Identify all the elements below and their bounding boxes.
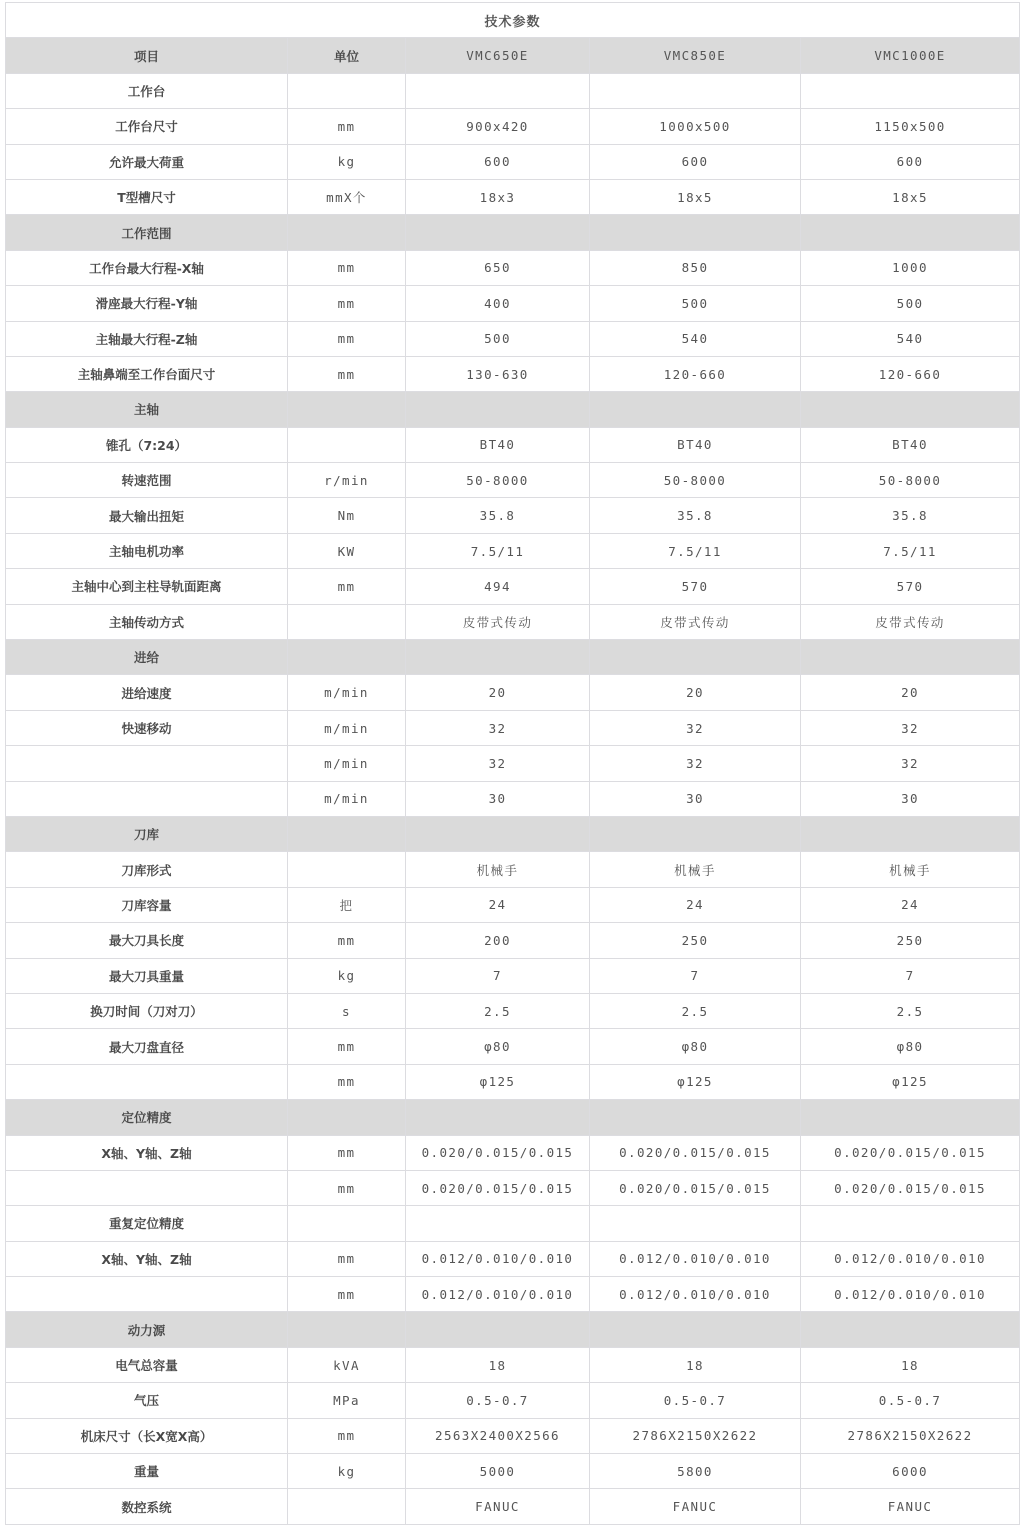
section-label: 工作范围 xyxy=(6,215,288,250)
row-value-model-2: FANUC xyxy=(590,1489,801,1524)
row-value-model-2: 0.012/0.010/0.010 xyxy=(590,1277,801,1312)
row-label xyxy=(6,746,288,781)
row-value-model-3: φ125 xyxy=(801,1064,1020,1099)
table-row xyxy=(6,923,1020,958)
title-row xyxy=(6,3,1020,38)
section-empty-cell xyxy=(801,392,1020,427)
row-value-model-3: 18x5 xyxy=(801,179,1020,214)
header-model-3: VMC1000E xyxy=(801,38,1020,73)
table-row xyxy=(6,179,1020,214)
row-label xyxy=(6,1170,288,1205)
row-label: 机床尺寸（长X宽X高） xyxy=(6,1418,288,1453)
table-row xyxy=(6,1135,1020,1170)
row-value-model-2: φ80 xyxy=(590,1029,801,1064)
row-unit xyxy=(288,427,406,462)
table-row xyxy=(6,1347,1020,1382)
row-unit: mm xyxy=(288,569,406,604)
section-empty-cell xyxy=(590,816,801,851)
row-unit: mm xyxy=(288,1241,406,1276)
row-value-model-2: 18 xyxy=(590,1347,801,1382)
row-value-model-3: 7 xyxy=(801,958,1020,993)
row-label: 允许最大荷重 xyxy=(6,144,288,179)
row-unit: mm xyxy=(288,1418,406,1453)
row-unit: r/min xyxy=(288,463,406,498)
row-value-model-1: 0.020/0.015/0.015 xyxy=(406,1170,590,1205)
section-row xyxy=(6,1206,1020,1241)
table-row xyxy=(6,1383,1020,1418)
row-label: 气压 xyxy=(6,1383,288,1418)
row-value-model-3: 0.020/0.015/0.015 xyxy=(801,1170,1020,1205)
row-value-model-1: 130-630 xyxy=(406,356,590,391)
section-empty-cell xyxy=(590,1100,801,1135)
row-value-model-1: 32 xyxy=(406,710,590,745)
row-value-model-2: 20 xyxy=(590,675,801,710)
section-row xyxy=(6,392,1020,427)
row-value-model-2: 570 xyxy=(590,569,801,604)
row-value-model-1: 5000 xyxy=(406,1454,590,1489)
row-value-model-3: 18 xyxy=(801,1347,1020,1382)
row-unit: MPa xyxy=(288,1383,406,1418)
section-empty-cell xyxy=(801,640,1020,675)
row-value-model-3: 600 xyxy=(801,144,1020,179)
section-empty-cell xyxy=(406,1312,590,1347)
row-label: 最大输出扭矩 xyxy=(6,498,288,533)
row-unit: m/min xyxy=(288,746,406,781)
row-value-model-1: φ80 xyxy=(406,1029,590,1064)
table-row xyxy=(6,1241,1020,1276)
row-label: 进给速度 xyxy=(6,675,288,710)
row-value-model-1: 494 xyxy=(406,569,590,604)
row-value-model-3: 2.5 xyxy=(801,993,1020,1028)
row-label xyxy=(6,1277,288,1312)
section-label: 定位精度 xyxy=(6,1100,288,1135)
section-empty-cell xyxy=(406,1206,590,1241)
row-unit: Nm xyxy=(288,498,406,533)
row-unit: mm xyxy=(288,1029,406,1064)
row-unit: mm xyxy=(288,286,406,321)
table-row xyxy=(6,993,1020,1028)
header-row xyxy=(6,38,1020,73)
row-label: 重量 xyxy=(6,1454,288,1489)
row-label: 转速范围 xyxy=(6,463,288,498)
table-row xyxy=(6,604,1020,639)
row-label: 刀库容量 xyxy=(6,887,288,922)
row-value-model-2: 2.5 xyxy=(590,993,801,1028)
row-value-model-1: FANUC xyxy=(406,1489,590,1524)
row-unit: mm xyxy=(288,1135,406,1170)
section-empty-cell xyxy=(288,215,406,250)
row-value-model-1: 7.5/11 xyxy=(406,533,590,568)
row-value-model-1: 30 xyxy=(406,781,590,816)
section-label: 工作台 xyxy=(6,73,288,108)
row-value-model-2: 2786X2150X2622 xyxy=(590,1418,801,1453)
row-value-model-1: 机械手 xyxy=(406,852,590,887)
table-title: 技术参数 xyxy=(6,3,1020,38)
row-value-model-2: 540 xyxy=(590,321,801,356)
row-value-model-3: BT40 xyxy=(801,427,1020,462)
row-value-model-1: 0.012/0.010/0.010 xyxy=(406,1241,590,1276)
section-empty-cell xyxy=(288,640,406,675)
section-row xyxy=(6,816,1020,851)
section-empty-cell xyxy=(801,1312,1020,1347)
table-row xyxy=(6,781,1020,816)
section-row xyxy=(6,215,1020,250)
table-row xyxy=(6,1418,1020,1453)
row-unit: mm xyxy=(288,1277,406,1312)
row-value-model-3: 32 xyxy=(801,746,1020,781)
table-row xyxy=(6,1064,1020,1099)
section-row xyxy=(6,73,1020,108)
row-unit: m/min xyxy=(288,675,406,710)
section-empty-cell xyxy=(801,1100,1020,1135)
row-value-model-1: 2.5 xyxy=(406,993,590,1028)
table-row xyxy=(6,569,1020,604)
section-empty-cell xyxy=(801,816,1020,851)
row-label: 电气总容量 xyxy=(6,1347,288,1382)
row-unit: mmX个 xyxy=(288,179,406,214)
row-label: X轴、Y轴、Z轴 xyxy=(6,1135,288,1170)
row-value-model-3: 1150x500 xyxy=(801,109,1020,144)
table-row xyxy=(6,1489,1020,1524)
section-empty-cell xyxy=(590,73,801,108)
section-empty-cell xyxy=(590,1312,801,1347)
row-unit xyxy=(288,604,406,639)
row-value-model-2: 600 xyxy=(590,144,801,179)
table-row xyxy=(6,1454,1020,1489)
header-model-1: VMC650E xyxy=(406,38,590,73)
row-value-model-3: 0.012/0.010/0.010 xyxy=(801,1241,1020,1276)
row-value-model-1: 0.5-0.7 xyxy=(406,1383,590,1418)
row-unit xyxy=(288,1489,406,1524)
row-value-model-3: 570 xyxy=(801,569,1020,604)
row-unit: s xyxy=(288,993,406,1028)
row-value-model-1: BT40 xyxy=(406,427,590,462)
row-value-model-1: 7 xyxy=(406,958,590,993)
table-row xyxy=(6,250,1020,285)
section-empty-cell xyxy=(288,73,406,108)
row-value-model-2: φ125 xyxy=(590,1064,801,1099)
section-empty-cell xyxy=(288,1312,406,1347)
row-label xyxy=(6,1064,288,1099)
row-label: 最大刀盘直径 xyxy=(6,1029,288,1064)
section-empty-cell xyxy=(406,816,590,851)
section-empty-cell xyxy=(590,1206,801,1241)
row-value-model-3: 35.8 xyxy=(801,498,1020,533)
row-value-model-3: 皮带式传动 xyxy=(801,604,1020,639)
row-unit: mm xyxy=(288,1064,406,1099)
row-label: 数控系统 xyxy=(6,1489,288,1524)
table-row xyxy=(6,1170,1020,1205)
row-value-model-2: 30 xyxy=(590,781,801,816)
row-value-model-1: 18x3 xyxy=(406,179,590,214)
row-value-model-3: 1000 xyxy=(801,250,1020,285)
section-label: 刀库 xyxy=(6,816,288,851)
table-row xyxy=(6,144,1020,179)
row-label: 锥孔（7:24） xyxy=(6,427,288,462)
row-value-model-3: 500 xyxy=(801,286,1020,321)
table-row xyxy=(6,1029,1020,1064)
section-label: 进给 xyxy=(6,640,288,675)
header-item: 项目 xyxy=(6,38,288,73)
section-empty-cell xyxy=(406,640,590,675)
row-value-model-2: 机械手 xyxy=(590,852,801,887)
row-unit: mm xyxy=(288,356,406,391)
section-empty-cell xyxy=(288,1206,406,1241)
table-row xyxy=(6,321,1020,356)
section-empty-cell xyxy=(406,73,590,108)
row-value-model-2: 18x5 xyxy=(590,179,801,214)
row-value-model-1: 600 xyxy=(406,144,590,179)
section-empty-cell xyxy=(406,392,590,427)
section-empty-cell xyxy=(801,73,1020,108)
row-value-model-2: 24 xyxy=(590,887,801,922)
row-label: 主轴中心到主柱导轨面距离 xyxy=(6,569,288,604)
row-value-model-3: 7.5/11 xyxy=(801,533,1020,568)
row-value-model-2: BT40 xyxy=(590,427,801,462)
row-value-model-3: 540 xyxy=(801,321,1020,356)
row-value-model-3: 50-8000 xyxy=(801,463,1020,498)
row-value-model-3: 32 xyxy=(801,710,1020,745)
section-empty-cell xyxy=(406,1100,590,1135)
row-label: 最大刀具重量 xyxy=(6,958,288,993)
row-value-model-2: 32 xyxy=(590,710,801,745)
section-empty-cell xyxy=(801,1206,1020,1241)
row-unit: m/min xyxy=(288,710,406,745)
section-row xyxy=(6,1100,1020,1135)
section-empty-cell xyxy=(288,392,406,427)
row-label: 工作台尺寸 xyxy=(6,109,288,144)
row-label: 最大刀具长度 xyxy=(6,923,288,958)
section-empty-cell xyxy=(288,1100,406,1135)
row-value-model-3: 0.020/0.015/0.015 xyxy=(801,1135,1020,1170)
section-empty-cell xyxy=(590,215,801,250)
row-label: T型槽尺寸 xyxy=(6,179,288,214)
table-row xyxy=(6,852,1020,887)
row-label: 主轴鼻端至工作台面尺寸 xyxy=(6,356,288,391)
row-value-model-3: 24 xyxy=(801,887,1020,922)
row-value-model-3: φ80 xyxy=(801,1029,1020,1064)
row-value-model-1: 50-8000 xyxy=(406,463,590,498)
row-unit: mm xyxy=(288,923,406,958)
table-row xyxy=(6,675,1020,710)
row-value-model-2: 皮带式传动 xyxy=(590,604,801,639)
table-row xyxy=(6,958,1020,993)
row-value-model-2: 850 xyxy=(590,250,801,285)
row-value-model-1: 皮带式传动 xyxy=(406,604,590,639)
row-value-model-1: 18 xyxy=(406,1347,590,1382)
section-label: 动力源 xyxy=(6,1312,288,1347)
row-unit: mm xyxy=(288,109,406,144)
row-label: 快速移动 xyxy=(6,710,288,745)
row-value-model-2: 32 xyxy=(590,746,801,781)
header-unit: 单位 xyxy=(288,38,406,73)
row-value-model-3: 0.012/0.010/0.010 xyxy=(801,1277,1020,1312)
row-value-model-2: 120-660 xyxy=(590,356,801,391)
row-value-model-1: 24 xyxy=(406,887,590,922)
row-unit: kg xyxy=(288,958,406,993)
row-label xyxy=(6,781,288,816)
table-row xyxy=(6,463,1020,498)
row-value-model-2: 250 xyxy=(590,923,801,958)
row-label: 主轴传动方式 xyxy=(6,604,288,639)
row-value-model-2: 0.020/0.015/0.015 xyxy=(590,1170,801,1205)
row-value-model-3: 机械手 xyxy=(801,852,1020,887)
row-value-model-2: 500 xyxy=(590,286,801,321)
row-label: 换刀时间（刀对刀） xyxy=(6,993,288,1028)
table-row xyxy=(6,109,1020,144)
row-value-model-2: 0.020/0.015/0.015 xyxy=(590,1135,801,1170)
table-row xyxy=(6,498,1020,533)
row-unit: mm xyxy=(288,321,406,356)
section-empty-cell xyxy=(590,392,801,427)
row-value-model-1: 500 xyxy=(406,321,590,356)
section-empty-cell xyxy=(590,640,801,675)
row-value-model-2: 0.012/0.010/0.010 xyxy=(590,1241,801,1276)
row-value-model-1: 2563X2400X2566 xyxy=(406,1418,590,1453)
row-unit: m/min xyxy=(288,781,406,816)
row-unit xyxy=(288,852,406,887)
row-value-model-2: 7 xyxy=(590,958,801,993)
row-value-model-1: 900x420 xyxy=(406,109,590,144)
row-value-model-3: 120-660 xyxy=(801,356,1020,391)
table-row xyxy=(6,1277,1020,1312)
spec-table xyxy=(5,2,1020,1525)
row-value-model-2: 35.8 xyxy=(590,498,801,533)
row-value-model-1: φ125 xyxy=(406,1064,590,1099)
row-value-model-2: 0.5-0.7 xyxy=(590,1383,801,1418)
row-value-model-2: 50-8000 xyxy=(590,463,801,498)
row-label: 主轴最大行程-Z轴 xyxy=(6,321,288,356)
table-row xyxy=(6,746,1020,781)
section-row xyxy=(6,1312,1020,1347)
row-label: 工作台最大行程-X轴 xyxy=(6,250,288,285)
row-unit: KW xyxy=(288,533,406,568)
table-row xyxy=(6,286,1020,321)
section-empty-cell xyxy=(288,816,406,851)
row-value-model-1: 35.8 xyxy=(406,498,590,533)
row-unit: kVA xyxy=(288,1347,406,1382)
row-label: X轴、Y轴、Z轴 xyxy=(6,1241,288,1276)
row-value-model-1: 400 xyxy=(406,286,590,321)
row-value-model-1: 200 xyxy=(406,923,590,958)
header-model-2: VMC850E xyxy=(590,38,801,73)
row-label: 主轴电机功率 xyxy=(6,533,288,568)
row-value-model-1: 0.020/0.015/0.015 xyxy=(406,1135,590,1170)
table-row xyxy=(6,887,1020,922)
table-row xyxy=(6,356,1020,391)
row-unit: 把 xyxy=(288,887,406,922)
section-row xyxy=(6,640,1020,675)
row-unit: kg xyxy=(288,1454,406,1489)
row-value-model-1: 20 xyxy=(406,675,590,710)
section-empty-cell xyxy=(406,215,590,250)
row-value-model-3: 20 xyxy=(801,675,1020,710)
section-label: 重复定位精度 xyxy=(6,1206,288,1241)
row-value-model-1: 32 xyxy=(406,746,590,781)
row-unit: mm xyxy=(288,1170,406,1205)
row-value-model-3: 2786X2150X2622 xyxy=(801,1418,1020,1453)
row-unit: mm xyxy=(288,250,406,285)
row-unit: kg xyxy=(288,144,406,179)
row-label: 滑座最大行程-Y轴 xyxy=(6,286,288,321)
row-value-model-2: 7.5/11 xyxy=(590,533,801,568)
row-value-model-3: 0.5-0.7 xyxy=(801,1383,1020,1418)
table-row xyxy=(6,710,1020,745)
section-label: 主轴 xyxy=(6,392,288,427)
table-row xyxy=(6,427,1020,462)
row-value-model-3: 30 xyxy=(801,781,1020,816)
row-label: 刀库形式 xyxy=(6,852,288,887)
section-empty-cell xyxy=(801,215,1020,250)
row-value-model-1: 650 xyxy=(406,250,590,285)
row-value-model-1: 0.012/0.010/0.010 xyxy=(406,1277,590,1312)
row-value-model-3: 250 xyxy=(801,923,1020,958)
row-value-model-2: 1000x500 xyxy=(590,109,801,144)
row-value-model-2: 5800 xyxy=(590,1454,801,1489)
row-value-model-3: FANUC xyxy=(801,1489,1020,1524)
table-row xyxy=(6,533,1020,568)
row-value-model-3: 6000 xyxy=(801,1454,1020,1489)
